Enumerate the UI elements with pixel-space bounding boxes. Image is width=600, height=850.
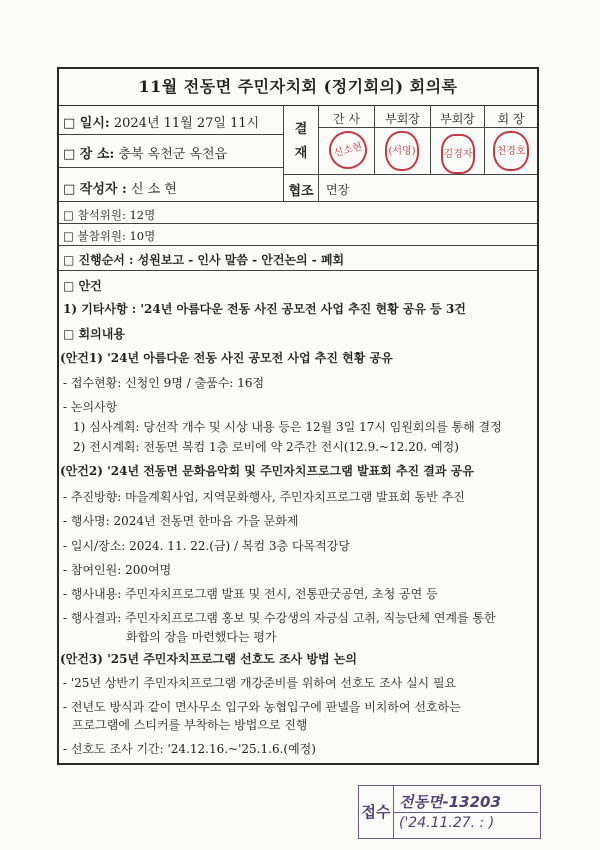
minutes-heading: □ 회의내용 (63, 327, 125, 341)
seal-secretary: 신소현 (325, 127, 372, 174)
place-value: 충북 옥천군 옥천읍 (118, 147, 228, 162)
header-bottom-line (59, 201, 537, 202)
receipt-divider (393, 812, 538, 813)
item2-line-3: - 일시/장소: 2024. 11. 22.(금) / 복컴 3층 다목적강당 (63, 539, 350, 553)
role-chair: 회 장 (497, 112, 525, 126)
item2-line-6: - 행사결과: 주민자치프로그램 홍보 및 수강생의 자긍심 고취, 직능단체 연계를 통한 (63, 611, 496, 625)
item2-line-7: 화합의 장을 마련했다는 평가 (126, 630, 277, 644)
seal-vice-chair-1: (서명) (385, 131, 419, 171)
item1-line-3: 1) 심사계획: 당선작 개수 및 시상 내용 등은 12월 3일 17시 임원회의를 통해 결정 (73, 420, 502, 434)
cooperation-label: 협조 (288, 184, 314, 199)
attendance-line-1 (59, 223, 537, 224)
header-row-line-1 (59, 134, 283, 135)
author-label: □ 작성자 : (63, 182, 127, 197)
agenda-heading: □ 안건 (63, 279, 102, 293)
item1-line-1: - 접수현황: 신청인 9명 / 출품수: 16점 (63, 376, 265, 390)
item2-line-4: - 참여인원: 200여명 (63, 563, 172, 577)
item2-title: (안건2) '24년 전동면 문화음악회 및 주민자치프로그램 발표회 추진 결과 공유 (60, 464, 474, 478)
approval-label: 결 재 (294, 122, 308, 161)
receipt-number: 전동면-13203 (399, 793, 501, 811)
meeting-order: □ 진행순서 : 성원보고 - 인사 말씀 - 안건논의 - 폐회 (63, 253, 345, 267)
cooperation-value: 면장 (326, 183, 350, 197)
receipt-date: ('24.11.27. : ) (399, 815, 495, 831)
item3-line-4: - 선호도 조사 기간: '24.12.16.~'25.1.6.(예정) (63, 742, 316, 756)
order-line (59, 270, 537, 271)
author-value: 신 소 현 (130, 182, 177, 197)
role-row-line (318, 127, 537, 128)
item2-line-1: - 추진방향: 마을계획사업, 지역문화행사, 주민자치프로그램 발표회 동반 추진 (63, 490, 465, 504)
present-count: □ 참석위원: 12명 (63, 208, 156, 222)
role-secretary: 간 사 (333, 112, 360, 126)
attendance-line-2 (59, 245, 537, 246)
item3-line-3: 프로그램에 스티커를 부착하는 방법으로 진행 (72, 718, 308, 732)
item3-line-1: - '25년 상반기 주민자치프로그램 개강준비를 위하여 선호도 조사 실시 필요 (63, 676, 457, 690)
header-row-line-3 (283, 174, 537, 175)
place-label: □ 장 소: (63, 147, 115, 162)
item3-line-2: - 전년도 방식과 같이 면사무소 입구와 농협입구에 판넬을 비치하여 선호하는 (63, 700, 461, 714)
header-row-line-2 (59, 167, 283, 168)
item3-title: (안건3) '25년 주민자치프로그램 선호도 조사 방법 논의 (60, 652, 357, 666)
date-label: □ 일시: (63, 116, 110, 131)
date-row (63, 112, 259, 131)
seal-vice-chair-2: 김경자 (441, 134, 475, 174)
item2-line-2: - 행사명: 2024년 전동면 한마음 가을 문화제 (63, 514, 299, 528)
item1-line-2: - 논의사항 (63, 400, 118, 414)
place-row (63, 143, 227, 162)
receipt-label: 접수 (359, 786, 394, 838)
item1-title: (안건1) '24년 아름다운 전동 사진 공모전 사업 추진 현황 공유 (60, 351, 393, 365)
author-row (63, 178, 177, 197)
item2-line-5: - 행사내용: 주민자치프로그램 발표 및 전시, 전통판굿공연, 초청 공연 등 (63, 587, 438, 601)
receipt-stamp (358, 785, 541, 839)
agenda-item: 1) 기타사항 : '24년 아름다운 전동 사진 공모전 사업 추진 현황 공유 등 3건 (63, 302, 466, 316)
document-title: 11월 전동면 주민자치회 (정기회의) 회의록 (59, 69, 537, 106)
absent-count: □ 불참위원: 10명 (63, 229, 156, 243)
date-value: 2024년 11월 27일 11시 (113, 116, 260, 131)
item1-line-4: 2) 전시계획: 전동면 복컴 1층 로비에 약 2주간 전시(12.9.~12.20. 예정) (73, 440, 459, 454)
seal-chair: 천경호 (493, 131, 529, 171)
role-vice-chair-2: 부회장 (440, 112, 475, 126)
role-vice-chair-1: 부회장 (385, 112, 420, 126)
